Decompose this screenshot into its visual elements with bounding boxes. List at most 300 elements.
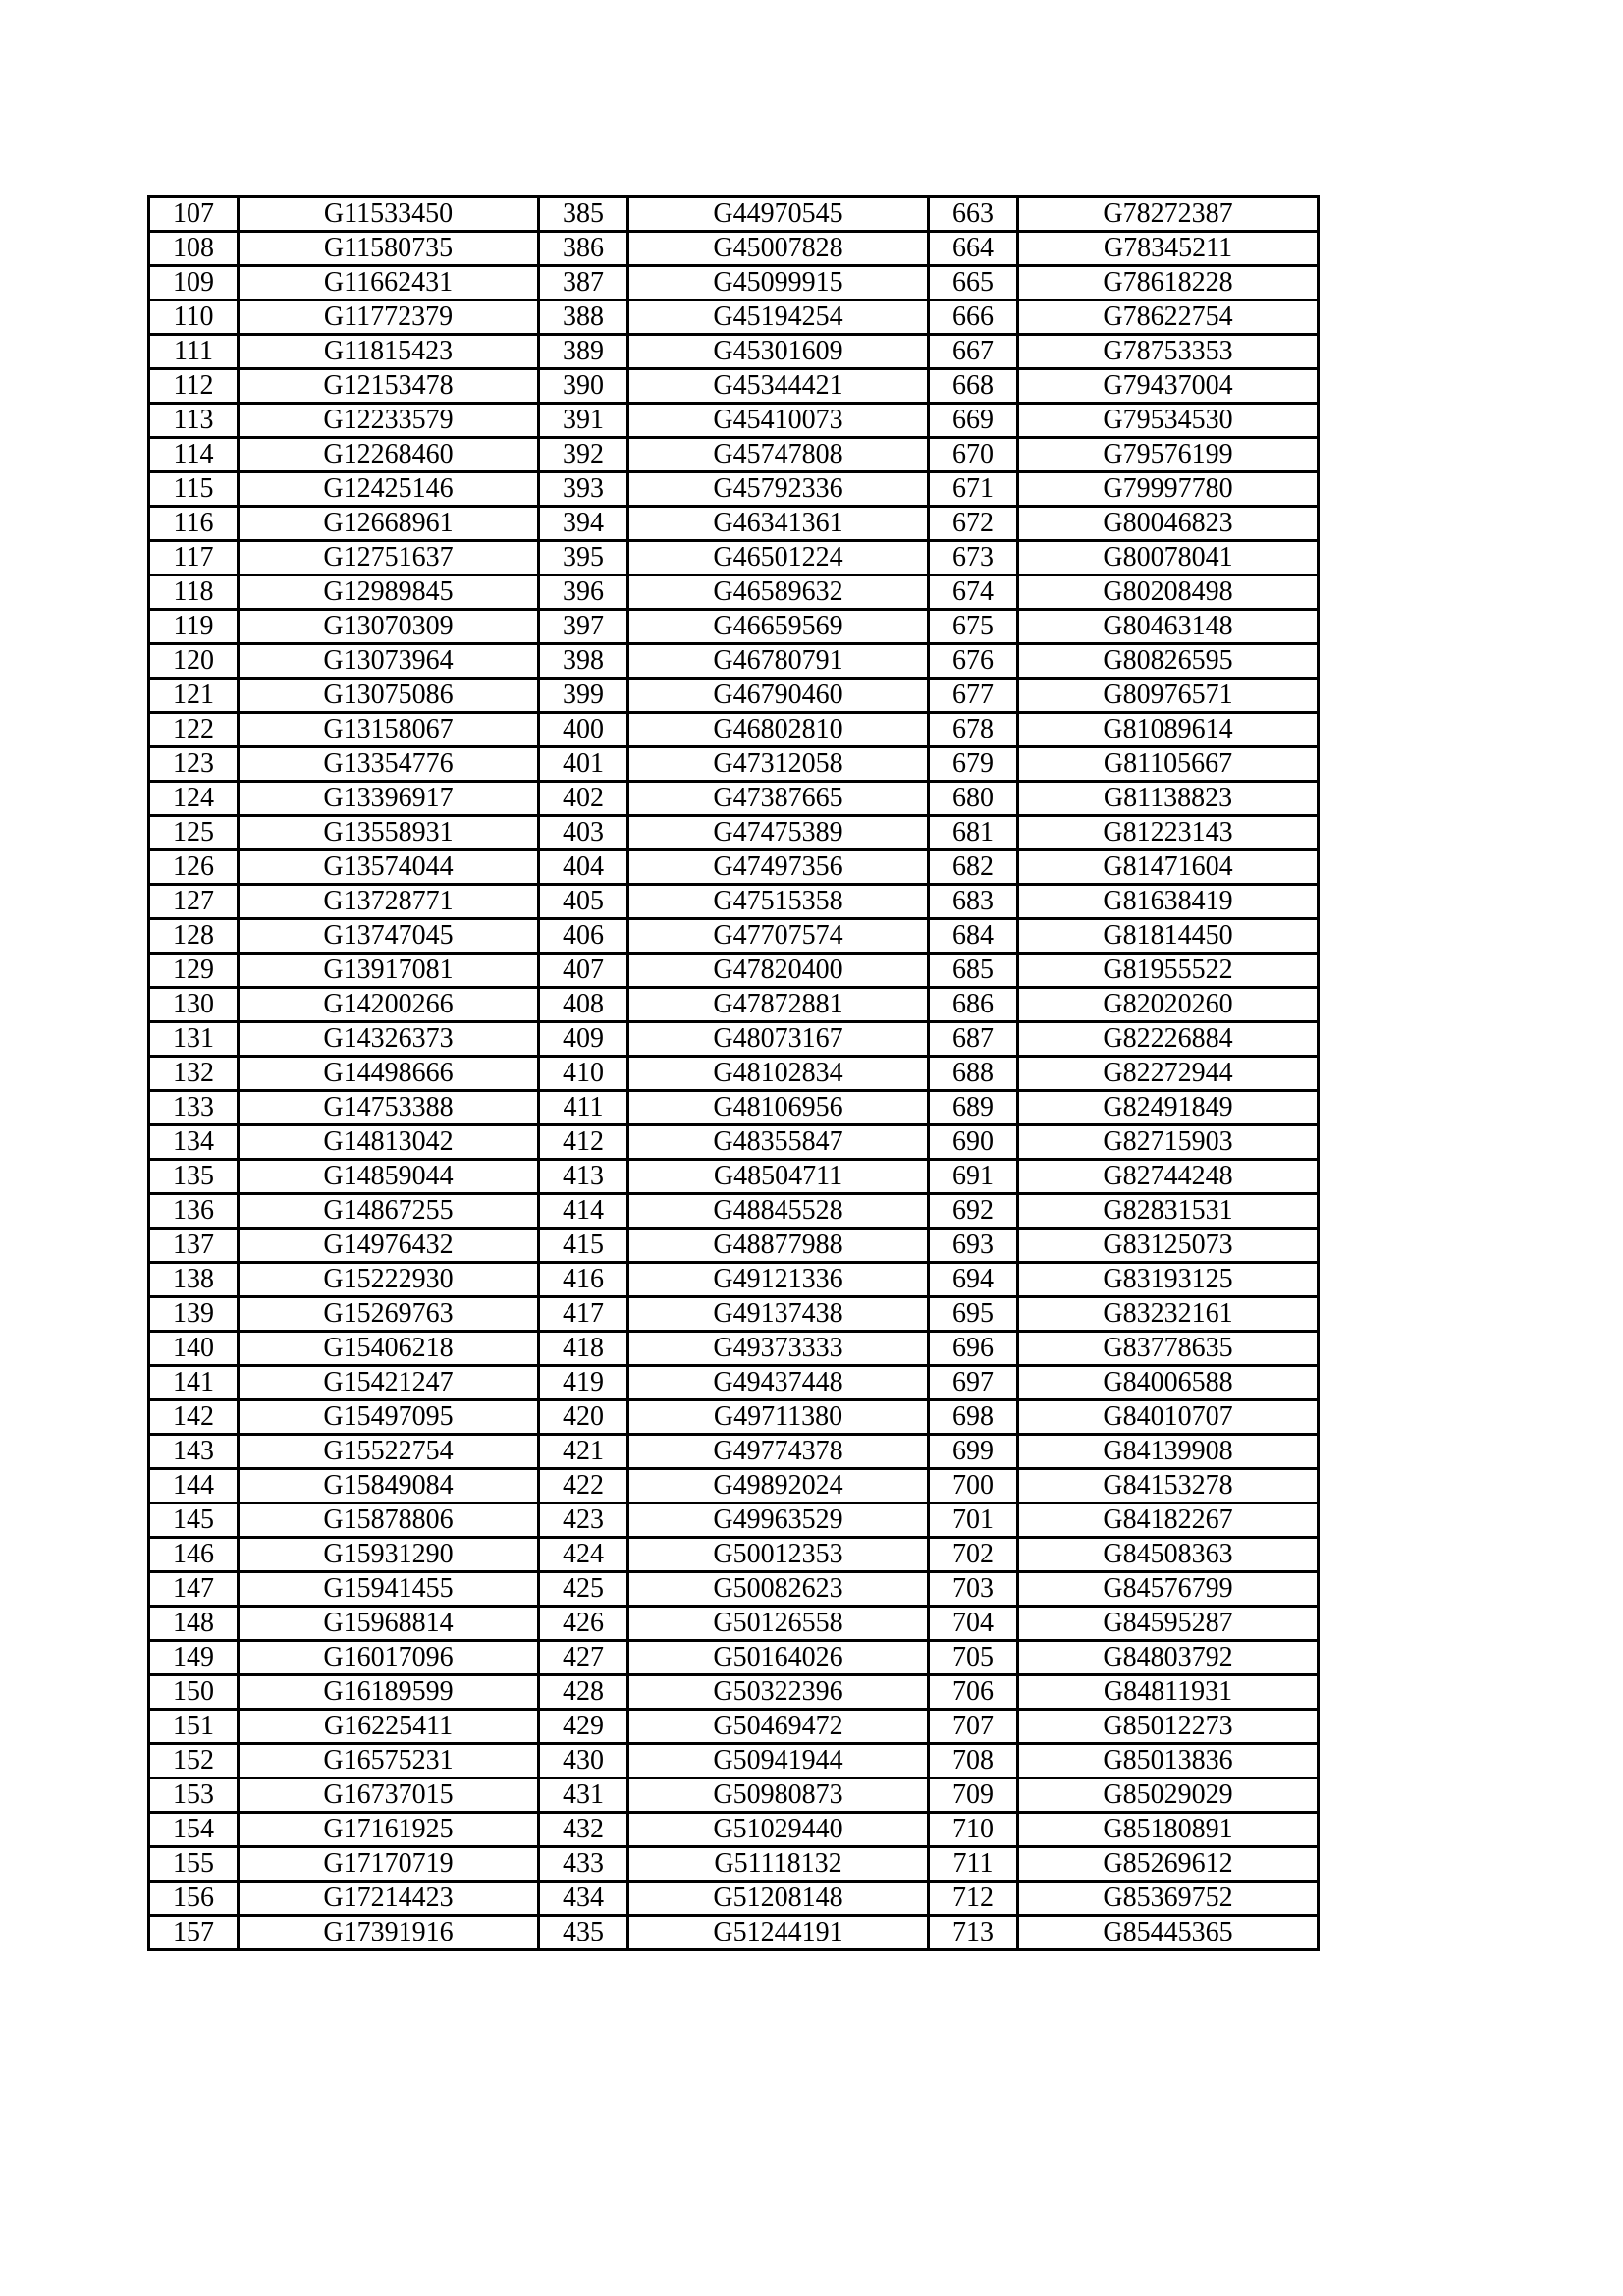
seq-cell: 125 xyxy=(149,816,239,850)
seq-cell: 679 xyxy=(929,747,1018,782)
code-cell: G81955522 xyxy=(1018,954,1319,988)
table-row xyxy=(149,1538,1319,1572)
seq-cell: 698 xyxy=(929,1400,1018,1435)
seq-cell: 128 xyxy=(149,919,239,954)
seq-cell: 129 xyxy=(149,954,239,988)
code-cell: G11772379 xyxy=(239,301,539,335)
code-cell: G17170719 xyxy=(239,1847,539,1882)
code-cell: G81105667 xyxy=(1018,747,1319,782)
table-row xyxy=(149,1778,1319,1813)
code-cell: G15269763 xyxy=(239,1297,539,1332)
seq-cell: 425 xyxy=(539,1572,628,1607)
seq-cell: 685 xyxy=(929,954,1018,988)
seq-cell: 121 xyxy=(149,679,239,713)
seq-cell: 124 xyxy=(149,782,239,816)
table-row xyxy=(149,1503,1319,1538)
seq-cell: 146 xyxy=(149,1538,239,1572)
seq-cell: 114 xyxy=(149,438,239,472)
code-cell: G80826595 xyxy=(1018,644,1319,679)
table-row xyxy=(149,610,1319,644)
seq-cell: 386 xyxy=(539,232,628,266)
seq-cell: 696 xyxy=(929,1332,1018,1366)
code-cell: G84182267 xyxy=(1018,1503,1319,1538)
seq-cell: 688 xyxy=(929,1057,1018,1091)
code-cell: G16225411 xyxy=(239,1710,539,1744)
seq-cell: 680 xyxy=(929,782,1018,816)
seq-cell: 110 xyxy=(149,301,239,335)
code-cell: G14859044 xyxy=(239,1160,539,1194)
code-cell: G45747808 xyxy=(628,438,929,472)
seq-cell: 682 xyxy=(929,850,1018,885)
seq-cell: 155 xyxy=(149,1847,239,1882)
code-cell: G45301609 xyxy=(628,335,929,369)
seq-cell: 395 xyxy=(539,541,628,575)
code-cell: G79997780 xyxy=(1018,472,1319,507)
seq-cell: 144 xyxy=(149,1469,239,1503)
seq-cell: 424 xyxy=(539,1538,628,1572)
code-cell: G78753353 xyxy=(1018,335,1319,369)
code-cell: G81471604 xyxy=(1018,850,1319,885)
table-row xyxy=(149,919,1319,954)
code-cell: G47312058 xyxy=(628,747,929,782)
seq-cell: 700 xyxy=(929,1469,1018,1503)
code-cell: G13396917 xyxy=(239,782,539,816)
code-cell: G46780791 xyxy=(628,644,929,679)
seq-cell: 434 xyxy=(539,1882,628,1916)
code-cell: G11815423 xyxy=(239,335,539,369)
seq-cell: 427 xyxy=(539,1641,628,1675)
code-cell: G13354776 xyxy=(239,747,539,782)
code-cell: G13158067 xyxy=(239,713,539,747)
seq-cell: 708 xyxy=(929,1744,1018,1778)
seq-cell: 127 xyxy=(149,885,239,919)
seq-cell: 428 xyxy=(539,1675,628,1710)
code-cell: G17391916 xyxy=(239,1916,539,1950)
code-cell: G15941455 xyxy=(239,1572,539,1607)
code-cell: G79576199 xyxy=(1018,438,1319,472)
table-row xyxy=(149,885,1319,919)
table-row xyxy=(149,575,1319,610)
code-cell: G13728771 xyxy=(239,885,539,919)
code-cell: G48073167 xyxy=(628,1022,929,1057)
code-cell: G84010707 xyxy=(1018,1400,1319,1435)
seq-cell: 689 xyxy=(929,1091,1018,1125)
seq-cell: 697 xyxy=(929,1366,1018,1400)
seq-cell: 122 xyxy=(149,713,239,747)
code-cell: G85013836 xyxy=(1018,1744,1319,1778)
code-cell: G83193125 xyxy=(1018,1263,1319,1297)
code-cell: G15849084 xyxy=(239,1469,539,1503)
seq-cell: 675 xyxy=(929,610,1018,644)
seq-cell: 390 xyxy=(539,369,628,404)
seq-cell: 687 xyxy=(929,1022,1018,1057)
seq-cell: 394 xyxy=(539,507,628,541)
code-cell: G46659569 xyxy=(628,610,929,644)
code-cell: G51208148 xyxy=(628,1882,929,1916)
table-row xyxy=(149,1469,1319,1503)
code-cell: G48877988 xyxy=(628,1229,929,1263)
seq-cell: 664 xyxy=(929,232,1018,266)
seq-cell: 392 xyxy=(539,438,628,472)
table-row xyxy=(149,1607,1319,1641)
seq-cell: 139 xyxy=(149,1297,239,1332)
seq-cell: 389 xyxy=(539,335,628,369)
code-cell: G47872881 xyxy=(628,988,929,1022)
seq-cell: 422 xyxy=(539,1469,628,1503)
code-cell: G13558931 xyxy=(239,816,539,850)
code-cell: G12668961 xyxy=(239,507,539,541)
code-cell: G13917081 xyxy=(239,954,539,988)
code-cell: G45194254 xyxy=(628,301,929,335)
seq-cell: 409 xyxy=(539,1022,628,1057)
seq-cell: 673 xyxy=(929,541,1018,575)
table-row xyxy=(149,1400,1319,1435)
code-cell: G44970545 xyxy=(628,197,929,232)
seq-cell: 152 xyxy=(149,1744,239,1778)
code-cell: G14326373 xyxy=(239,1022,539,1057)
table-row xyxy=(149,369,1319,404)
code-cell: G49137438 xyxy=(628,1297,929,1332)
table-row xyxy=(149,1125,1319,1160)
seq-cell: 695 xyxy=(929,1297,1018,1332)
seq-cell: 147 xyxy=(149,1572,239,1607)
code-cell: G83232161 xyxy=(1018,1297,1319,1332)
code-cell: G48106956 xyxy=(628,1091,929,1125)
seq-cell: 387 xyxy=(539,266,628,301)
seq-cell: 429 xyxy=(539,1710,628,1744)
code-cell: G45410073 xyxy=(628,404,929,438)
code-cell: G51118132 xyxy=(628,1847,929,1882)
code-cell: G49711380 xyxy=(628,1400,929,1435)
seq-cell: 674 xyxy=(929,575,1018,610)
code-cell: G12751637 xyxy=(239,541,539,575)
table-row xyxy=(149,232,1319,266)
code-cell: G45344421 xyxy=(628,369,929,404)
code-cell: G14200266 xyxy=(239,988,539,1022)
code-cell: G11533450 xyxy=(239,197,539,232)
code-cell: G84006588 xyxy=(1018,1366,1319,1400)
table-row xyxy=(149,301,1319,335)
seq-cell: 711 xyxy=(929,1847,1018,1882)
seq-cell: 426 xyxy=(539,1607,628,1641)
table-row xyxy=(149,1710,1319,1744)
code-cell: G47515358 xyxy=(628,885,929,919)
seq-cell: 140 xyxy=(149,1332,239,1366)
seq-cell: 713 xyxy=(929,1916,1018,1950)
seq-cell: 112 xyxy=(149,369,239,404)
table-row xyxy=(149,1022,1319,1057)
code-cell: G84576799 xyxy=(1018,1572,1319,1607)
code-cell: G49963529 xyxy=(628,1503,929,1538)
seq-cell: 109 xyxy=(149,266,239,301)
table-row xyxy=(149,1194,1319,1229)
seq-cell: 415 xyxy=(539,1229,628,1263)
code-cell: G12425146 xyxy=(239,472,539,507)
seq-cell: 702 xyxy=(929,1538,1018,1572)
code-cell: G78622754 xyxy=(1018,301,1319,335)
seq-cell: 678 xyxy=(929,713,1018,747)
seq-cell: 693 xyxy=(929,1229,1018,1263)
code-cell: G81223143 xyxy=(1018,816,1319,850)
seq-cell: 709 xyxy=(929,1778,1018,1813)
seq-cell: 399 xyxy=(539,679,628,713)
seq-cell: 408 xyxy=(539,988,628,1022)
table-body xyxy=(149,197,1319,1950)
seq-cell: 692 xyxy=(929,1194,1018,1229)
code-cell: G82020260 xyxy=(1018,988,1319,1022)
table-row xyxy=(149,1297,1319,1332)
code-cell: G15522754 xyxy=(239,1435,539,1469)
seq-cell: 150 xyxy=(149,1675,239,1710)
table-row xyxy=(149,954,1319,988)
seq-cell: 433 xyxy=(539,1847,628,1882)
seq-cell: 148 xyxy=(149,1607,239,1641)
table-row xyxy=(149,644,1319,679)
table-row xyxy=(149,1366,1319,1400)
code-cell: G78345211 xyxy=(1018,232,1319,266)
seq-cell: 388 xyxy=(539,301,628,335)
seq-cell: 396 xyxy=(539,575,628,610)
code-cell: G11580735 xyxy=(239,232,539,266)
seq-cell: 133 xyxy=(149,1091,239,1125)
table-row xyxy=(149,335,1319,369)
seq-cell: 134 xyxy=(149,1125,239,1160)
code-cell: G80078041 xyxy=(1018,541,1319,575)
code-cell: G47387665 xyxy=(628,782,929,816)
code-cell: G14813042 xyxy=(239,1125,539,1160)
seq-cell: 419 xyxy=(539,1366,628,1400)
seq-cell: 412 xyxy=(539,1125,628,1160)
seq-cell: 706 xyxy=(929,1675,1018,1710)
seq-cell: 401 xyxy=(539,747,628,782)
code-cell: G51029440 xyxy=(628,1813,929,1847)
seq-cell: 686 xyxy=(929,988,1018,1022)
code-cell: G12989845 xyxy=(239,575,539,610)
seq-cell: 431 xyxy=(539,1778,628,1813)
code-cell: G50082623 xyxy=(628,1572,929,1607)
code-cell: G83778635 xyxy=(1018,1332,1319,1366)
seq-cell: 398 xyxy=(539,644,628,679)
code-cell: G15878806 xyxy=(239,1503,539,1538)
seq-cell: 136 xyxy=(149,1194,239,1229)
seq-cell: 705 xyxy=(929,1641,1018,1675)
seq-cell: 402 xyxy=(539,782,628,816)
code-cell: G49774378 xyxy=(628,1435,929,1469)
code-cell: G81814450 xyxy=(1018,919,1319,954)
code-cell: G49373333 xyxy=(628,1332,929,1366)
seq-cell: 156 xyxy=(149,1882,239,1916)
table-row xyxy=(149,1744,1319,1778)
table-row xyxy=(149,1641,1319,1675)
seq-cell: 416 xyxy=(539,1263,628,1297)
code-cell: G48355847 xyxy=(628,1125,929,1160)
code-cell: G45007828 xyxy=(628,232,929,266)
seq-cell: 423 xyxy=(539,1503,628,1538)
code-cell: G51244191 xyxy=(628,1916,929,1950)
table-row xyxy=(149,850,1319,885)
code-cell: G50322396 xyxy=(628,1675,929,1710)
code-cell: G85269612 xyxy=(1018,1847,1319,1882)
table-row xyxy=(149,1263,1319,1297)
table-row xyxy=(149,1916,1319,1950)
code-cell: G81638419 xyxy=(1018,885,1319,919)
code-cell: G80208498 xyxy=(1018,575,1319,610)
code-cell: G12153478 xyxy=(239,369,539,404)
table-row xyxy=(149,1091,1319,1125)
seq-cell: 683 xyxy=(929,885,1018,919)
table-row xyxy=(149,713,1319,747)
code-cell: G15421247 xyxy=(239,1366,539,1400)
code-cell: G81138823 xyxy=(1018,782,1319,816)
seq-cell: 681 xyxy=(929,816,1018,850)
seq-cell: 397 xyxy=(539,610,628,644)
code-cell: G16737015 xyxy=(239,1778,539,1813)
code-cell: G13574044 xyxy=(239,850,539,885)
code-cell: G46790460 xyxy=(628,679,929,713)
seq-cell: 699 xyxy=(929,1435,1018,1469)
code-cell: G15222930 xyxy=(239,1263,539,1297)
seq-cell: 126 xyxy=(149,850,239,885)
code-cell: G80046823 xyxy=(1018,507,1319,541)
code-cell: G85369752 xyxy=(1018,1882,1319,1916)
table-row xyxy=(149,1332,1319,1366)
code-cell: G15497095 xyxy=(239,1400,539,1435)
seq-cell: 403 xyxy=(539,816,628,850)
code-cell: G84153278 xyxy=(1018,1469,1319,1503)
code-cell: G17161925 xyxy=(239,1813,539,1847)
code-cell: G15406218 xyxy=(239,1332,539,1366)
code-cell: G78618228 xyxy=(1018,266,1319,301)
code-cell: G13073964 xyxy=(239,644,539,679)
code-cell: G46802810 xyxy=(628,713,929,747)
seq-cell: 420 xyxy=(539,1400,628,1435)
code-cell: G82744248 xyxy=(1018,1160,1319,1194)
table-row xyxy=(149,507,1319,541)
seq-cell: 151 xyxy=(149,1710,239,1744)
seq-cell: 432 xyxy=(539,1813,628,1847)
code-cell: G48102834 xyxy=(628,1057,929,1091)
table-row xyxy=(149,747,1319,782)
code-cell: G49121336 xyxy=(628,1263,929,1297)
code-cell: G17214423 xyxy=(239,1882,539,1916)
code-cell: G85029029 xyxy=(1018,1778,1319,1813)
seq-cell: 672 xyxy=(929,507,1018,541)
seq-cell: 712 xyxy=(929,1882,1018,1916)
seq-cell: 131 xyxy=(149,1022,239,1057)
seq-cell: 107 xyxy=(149,197,239,232)
code-cell: G79437004 xyxy=(1018,369,1319,404)
code-cell: G50941944 xyxy=(628,1744,929,1778)
seq-cell: 671 xyxy=(929,472,1018,507)
seq-cell: 123 xyxy=(149,747,239,782)
code-cell: G47497356 xyxy=(628,850,929,885)
seq-cell: 666 xyxy=(929,301,1018,335)
seq-cell: 418 xyxy=(539,1332,628,1366)
table-row xyxy=(149,782,1319,816)
code-cell: G13747045 xyxy=(239,919,539,954)
code-cell: G45792336 xyxy=(628,472,929,507)
seq-cell: 669 xyxy=(929,404,1018,438)
code-cell: G15931290 xyxy=(239,1538,539,1572)
seq-cell: 137 xyxy=(149,1229,239,1263)
code-cell: G16189599 xyxy=(239,1675,539,1710)
code-cell: G46589632 xyxy=(628,575,929,610)
seq-cell: 663 xyxy=(929,197,1018,232)
seq-cell: 667 xyxy=(929,335,1018,369)
seq-cell: 385 xyxy=(539,197,628,232)
seq-cell: 694 xyxy=(929,1263,1018,1297)
table-row xyxy=(149,1675,1319,1710)
seq-cell: 117 xyxy=(149,541,239,575)
code-cell: G82715903 xyxy=(1018,1125,1319,1160)
code-cell: G85445365 xyxy=(1018,1916,1319,1950)
code-cell: G84508363 xyxy=(1018,1538,1319,1572)
code-cell: G84595287 xyxy=(1018,1607,1319,1641)
seq-cell: 413 xyxy=(539,1160,628,1194)
seq-cell: 430 xyxy=(539,1744,628,1778)
table-row xyxy=(149,438,1319,472)
code-cell: G80976571 xyxy=(1018,679,1319,713)
table-row xyxy=(149,1882,1319,1916)
seq-cell: 684 xyxy=(929,919,1018,954)
code-cell: G14867255 xyxy=(239,1194,539,1229)
code-cell: G15968814 xyxy=(239,1607,539,1641)
code-cell: G47707574 xyxy=(628,919,929,954)
code-cell: G50126558 xyxy=(628,1607,929,1641)
seq-cell: 407 xyxy=(539,954,628,988)
seq-cell: 691 xyxy=(929,1160,1018,1194)
code-cell: G78272387 xyxy=(1018,197,1319,232)
seq-cell: 676 xyxy=(929,644,1018,679)
code-cell: G46341361 xyxy=(628,507,929,541)
seq-cell: 435 xyxy=(539,1916,628,1950)
code-cell: G45099915 xyxy=(628,266,929,301)
code-cell: G82491849 xyxy=(1018,1091,1319,1125)
seq-cell: 701 xyxy=(929,1503,1018,1538)
seq-cell: 145 xyxy=(149,1503,239,1538)
code-cell: G84803792 xyxy=(1018,1641,1319,1675)
code-cell: G82226884 xyxy=(1018,1022,1319,1057)
code-cell: G11662431 xyxy=(239,266,539,301)
seq-cell: 670 xyxy=(929,438,1018,472)
seq-cell: 405 xyxy=(539,885,628,919)
seq-cell: 120 xyxy=(149,644,239,679)
table-row xyxy=(149,1847,1319,1882)
seq-cell: 404 xyxy=(539,850,628,885)
seq-cell: 417 xyxy=(539,1297,628,1332)
code-cell: G50012353 xyxy=(628,1538,929,1572)
seq-cell: 118 xyxy=(149,575,239,610)
seq-cell: 410 xyxy=(539,1057,628,1091)
table-row xyxy=(149,1813,1319,1847)
code-cell: G81089614 xyxy=(1018,713,1319,747)
code-cell: G47820400 xyxy=(628,954,929,988)
seq-cell: 391 xyxy=(539,404,628,438)
code-cell: G85180891 xyxy=(1018,1813,1319,1847)
seq-cell: 141 xyxy=(149,1366,239,1400)
code-cell: G48845528 xyxy=(628,1194,929,1229)
table-row xyxy=(149,988,1319,1022)
table-row xyxy=(149,472,1319,507)
seq-cell: 132 xyxy=(149,1057,239,1091)
code-cell: G79534530 xyxy=(1018,404,1319,438)
code-cell: G84811931 xyxy=(1018,1675,1319,1710)
code-cell: G49437448 xyxy=(628,1366,929,1400)
code-cell: G85012273 xyxy=(1018,1710,1319,1744)
code-cell: G50164026 xyxy=(628,1641,929,1675)
code-cell: G49892024 xyxy=(628,1469,929,1503)
seq-cell: 707 xyxy=(929,1710,1018,1744)
